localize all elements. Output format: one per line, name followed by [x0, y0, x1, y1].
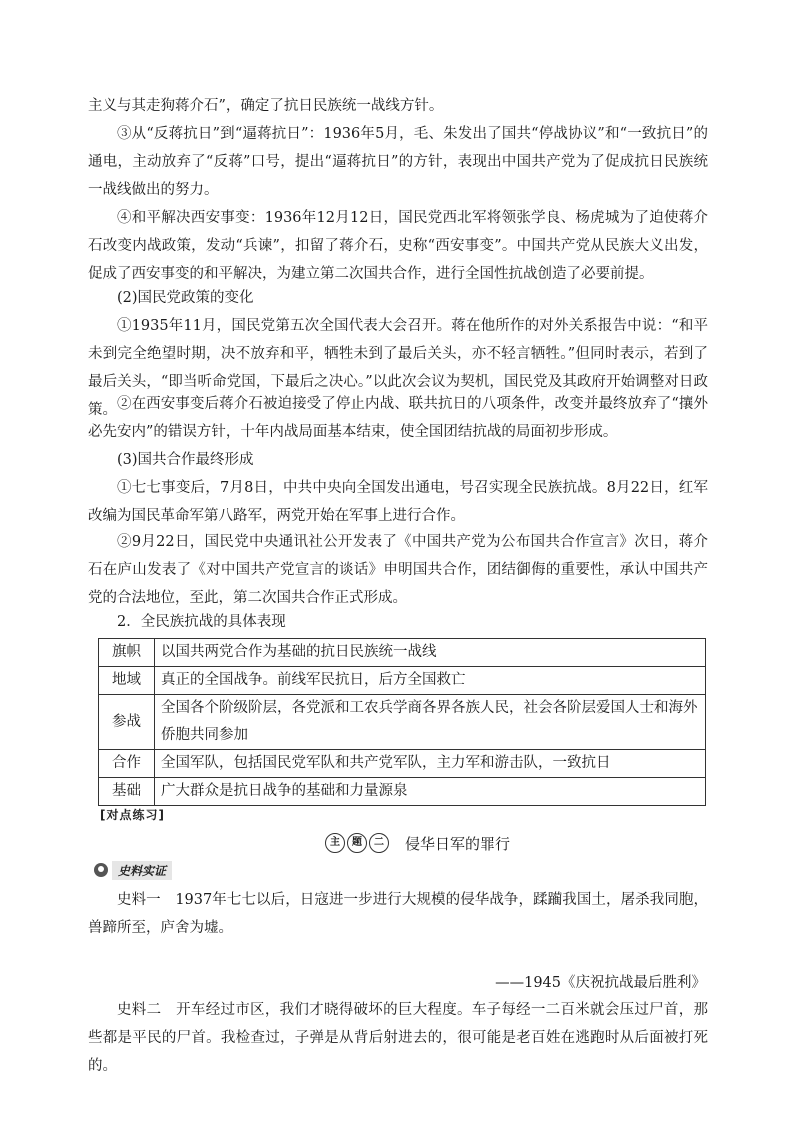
theme-title: 侵华日军的罪行 — [405, 834, 511, 853]
table-value: 全国军队，包括国民党军队和共产党军队，主力军和游击队，一致抗日 — [155, 750, 706, 778]
table-key: 旗帜 — [99, 639, 155, 667]
table-value: 全国各个阶级阶层，各党派和工农兵学商各界各族人民，社会各阶层爱国人士和海外侨胞共同参加 — [155, 695, 706, 750]
table-key: 基础 — [99, 778, 155, 806]
paragraph-continued: 主义与其走狗蒋介石”，确定了抗日民族统一战线方针。 — [88, 98, 444, 114]
paragraph-kmt-1: ①1935年11月，国民党第五次全国代表大会召开。蒋在他所作的对外关系报告中说：“和平未到完全绝望时期，决不放弃和平，牺牲未到了最后关头，亦不轻言牺牲。”但同时表示，若到了最后关头，“即当听命党国，下最后之决心。”以此次会议为契机，国民党及其政府开始调整对日政策。 — [88, 318, 708, 418]
subheading-3: (3)国共合作最终形成 — [117, 452, 254, 468]
badge-char: 主 — [325, 833, 345, 853]
table-row — [99, 750, 706, 778]
table-value: 广大群众是抗日战争的基础和力量源泉 — [155, 778, 706, 806]
table-row — [99, 639, 706, 667]
badge-char: 二 — [369, 833, 389, 853]
paragraph-kmt-2: ②在西安事变后蒋介石被迫接受了停止内战、联共抗日的八项条件，改变并最终放弃了“攘外必先安内”的错误方针，十年内战局面基本结束，使全国团结抗战的局面初步形成。 — [88, 396, 708, 440]
table-value: 真正的全国战争。前线军民抗日，后方全国救亡 — [155, 667, 706, 695]
table-key: 合作 — [99, 750, 155, 778]
theme-header — [325, 830, 510, 856]
badge-char: 题 — [347, 833, 367, 853]
section-icon — [94, 863, 108, 877]
table-row — [99, 695, 706, 750]
section-label-text: 史料实证 — [112, 861, 172, 880]
table-row — [99, 667, 706, 695]
section-label — [94, 860, 172, 880]
practice-tag: [对点练习] — [100, 808, 165, 822]
paragraph-coop-2: ②9月22日，国民党中央通讯社公开发表了《中国共产党为公布国共合作宣言》次日，蒋介石在庐山发表了《对中国共产党宣言的谈话》申明国共合作，团结御侮的重要性，承认中国共产党的合法地位，至此，第二次国共合作正式形成。 — [88, 534, 708, 606]
table-key: 参战 — [99, 695, 155, 750]
table-row — [99, 778, 706, 806]
paragraph-coop-1: ①七七事变后，7月8日，中共中央向全国发出通电，号召实现全民族抗战。8月22日，红军改编为国民革命军第八路军，两党开始在军事上进行合作。 — [88, 480, 708, 524]
source-1-citation: ——1945《庆祝抗战最后胜利》 — [495, 975, 706, 991]
war-table — [98, 638, 706, 806]
subheading-2: (2)国民党政策的变化 — [117, 290, 254, 306]
paragraph-item-3: ③从“反蒋抗日”到“逼蒋抗日”：1936年5月，毛、朱发出了国共“停战协议”和“一致抗日”的通电，主动放弃了“反蒋”口号，提出“逼蒋抗日”的方针，表现出中国共产党为了促成抗日民族统一战线做出的努力。 — [88, 126, 708, 198]
source-2: 史料二 开车经过市区，我们才晓得破坏的巨大程度。车子每经一二百米就会压过尸首，那些都是平民的尸首。我检查过，子弹是从背后射进去的，很可能是老百姓在逃跑时从后面被打死的。 — [88, 1002, 708, 1074]
theme-badge-icon — [325, 833, 391, 853]
paragraph-item-4: ④和平解决西安事变：1936年12月12日，国民党西北军将领张学良、杨虎城为了迫使蒋介石改变内战政策，发动“兵谏”，扣留了蒋介石，史称“西安事变”。中国共产党从民族大义出发，促成了西安事变的和平解决，为建立第二次国共合作，进行全国性抗战创造了必要前提。 — [88, 210, 708, 282]
source-1: 史料一 1937年七七以后，日寇进一步进行大规模的侵华战争，蹂躏我国土，屠杀我同胞，兽蹄所至，庐舍为墟。 — [88, 892, 708, 936]
table-value: 以国共两党合作为基础的抗日民族统一战线 — [155, 639, 706, 667]
table-key: 地域 — [99, 667, 155, 695]
subheading-table: 2．全民族抗战的具体表现 — [117, 614, 286, 630]
